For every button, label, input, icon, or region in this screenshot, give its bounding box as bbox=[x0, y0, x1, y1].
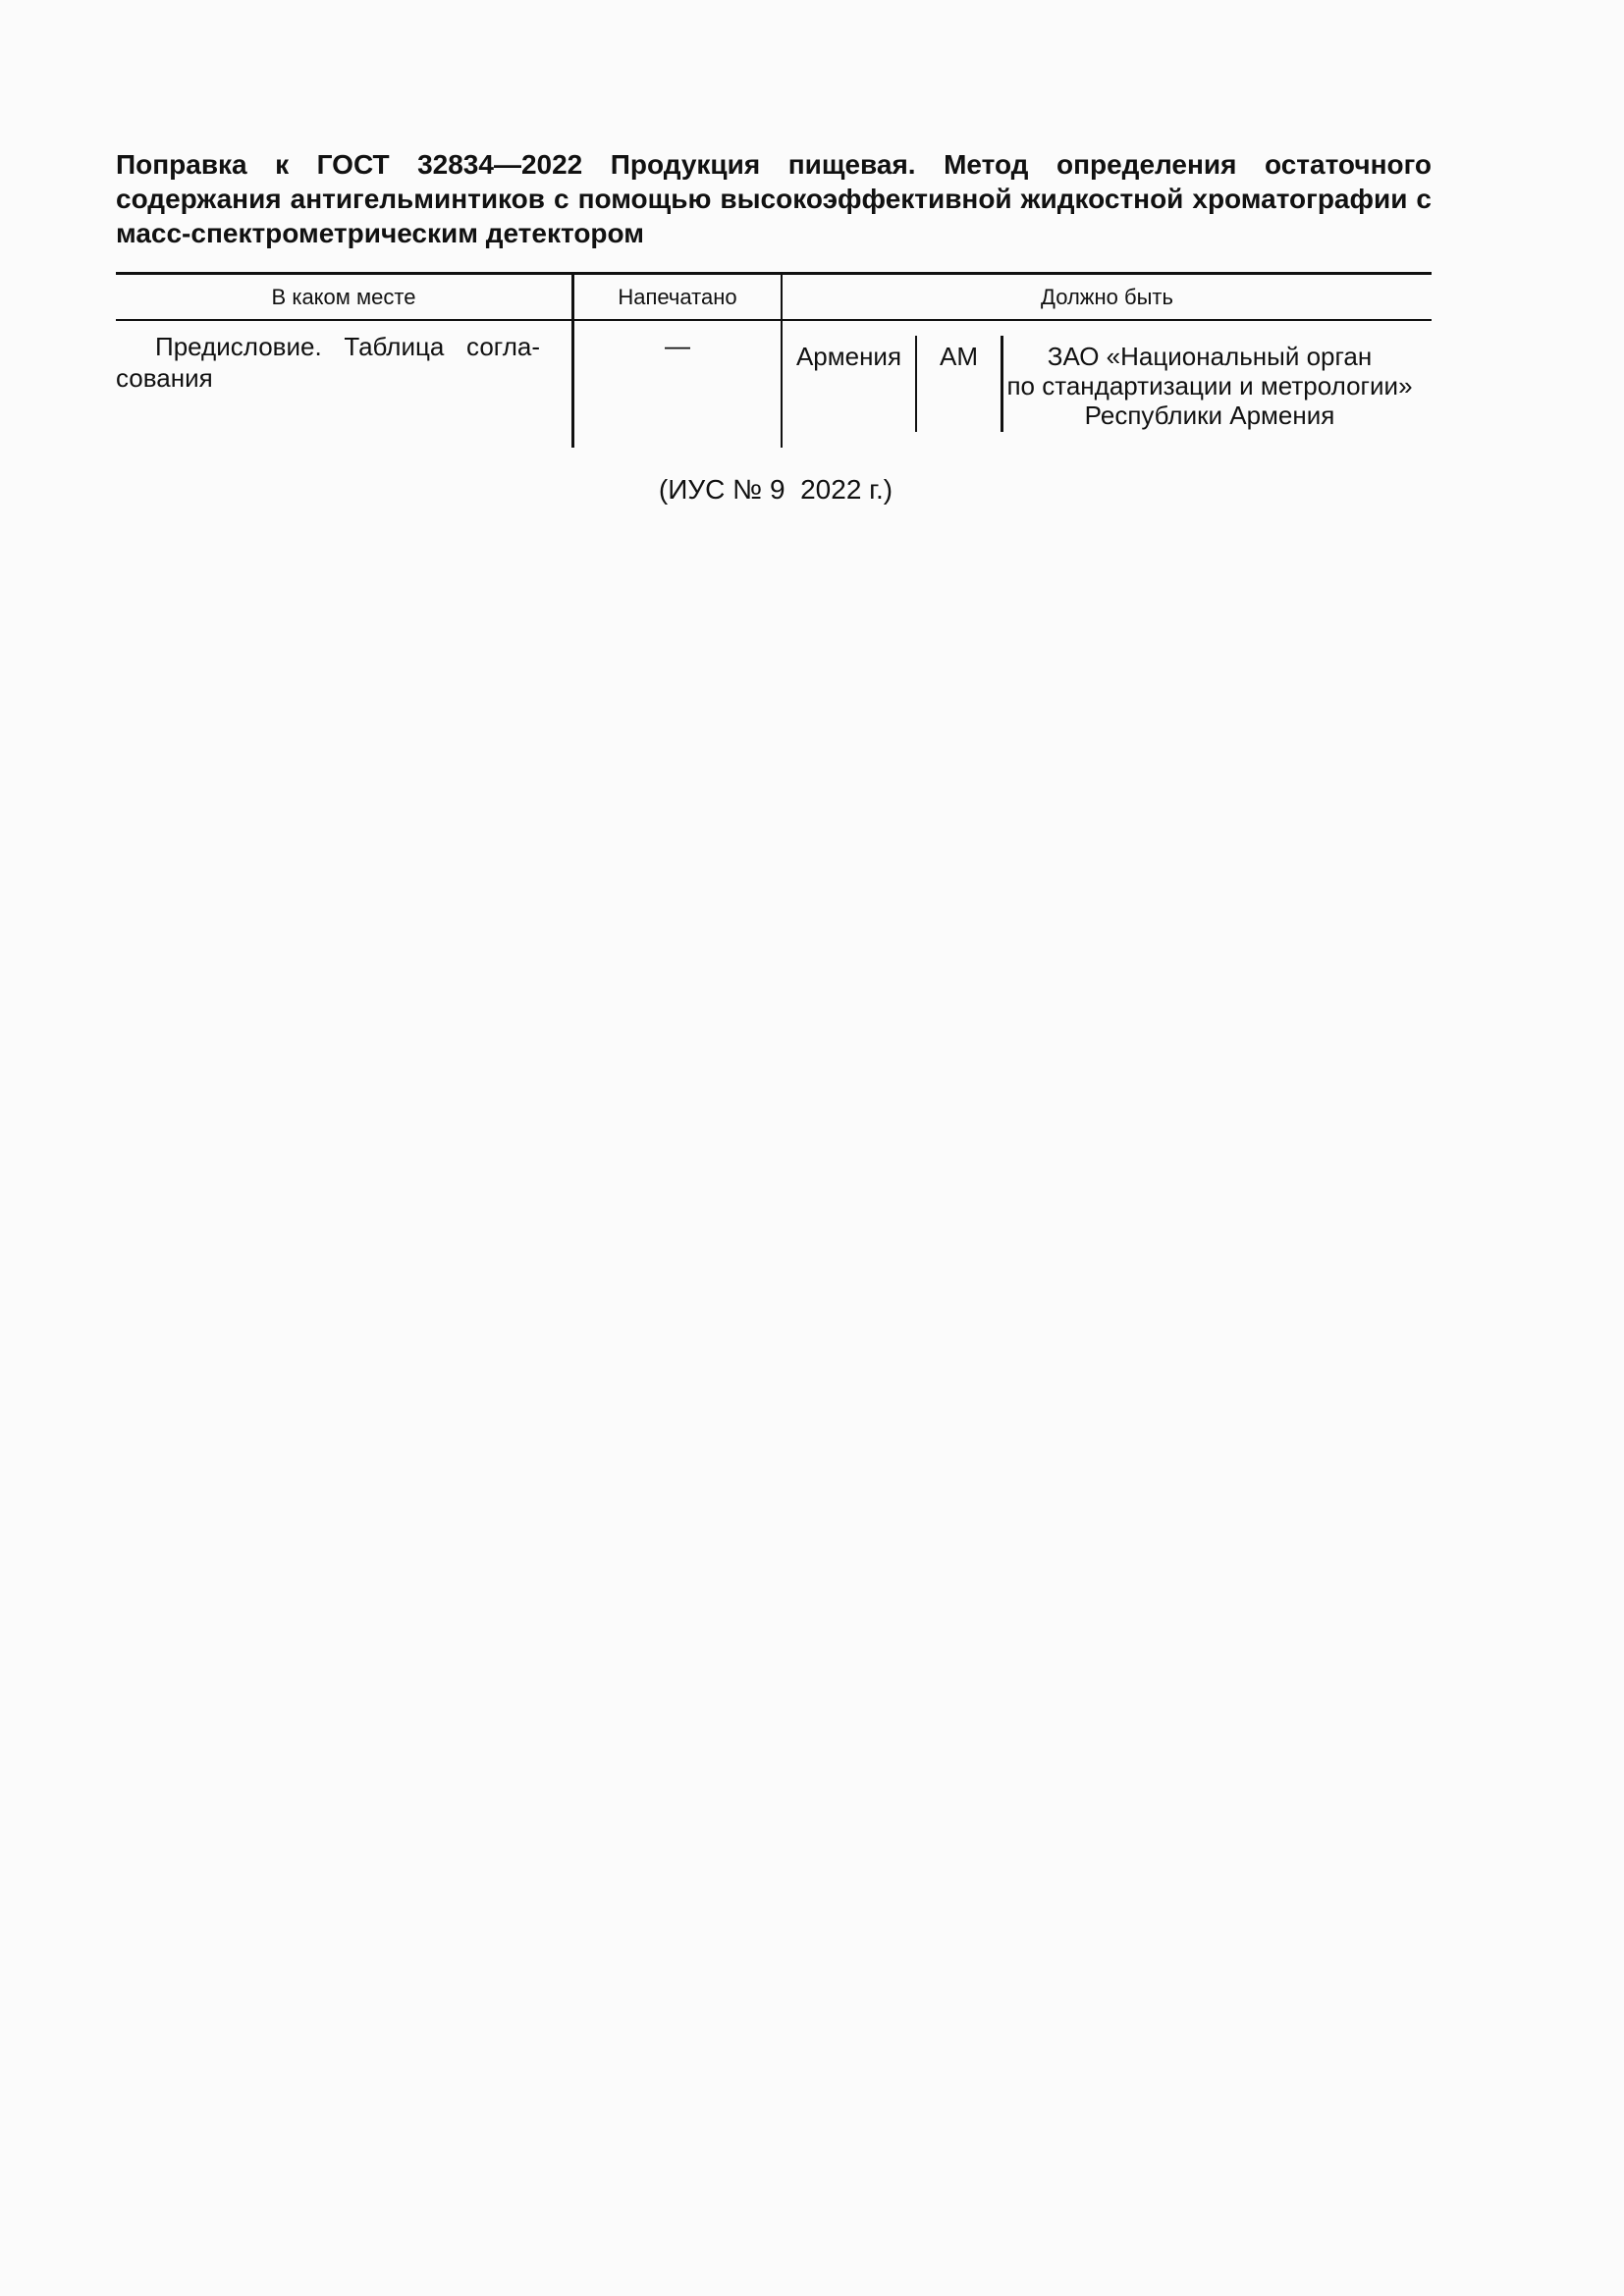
header-printed: Напечатано bbox=[618, 285, 737, 309]
organization-line-2: по стандартизации и метрологии» bbox=[1006, 371, 1413, 400]
organization-line-3: Республики Армения bbox=[1084, 400, 1335, 430]
row-country: Армения bbox=[795, 342, 902, 371]
table-top-rule bbox=[116, 272, 1432, 275]
organization-line-1: ЗАО «Национальный орган bbox=[1047, 342, 1373, 371]
table-header-rule bbox=[116, 319, 1432, 321]
page-title: Поправка к ГОСТ 32834—2022 Продукция пищевая. Метод определения остаточного содержания антигельминтиков с помощью высокоэффективной жидкостной хроматографии с масс-спектрометрическим детектором bbox=[116, 149, 1432, 248]
source-note: (ИУС № 9 2022 г.) bbox=[658, 474, 893, 505]
row-organization bbox=[1003, 342, 1416, 430]
header-place: В каком месте bbox=[271, 285, 416, 309]
row-place: Предисловие. Таблица согласования bbox=[116, 332, 540, 393]
row-country-code: АМ bbox=[940, 342, 978, 371]
row-printed: — bbox=[665, 331, 690, 360]
header-should-be: Должно быть bbox=[1041, 285, 1173, 309]
